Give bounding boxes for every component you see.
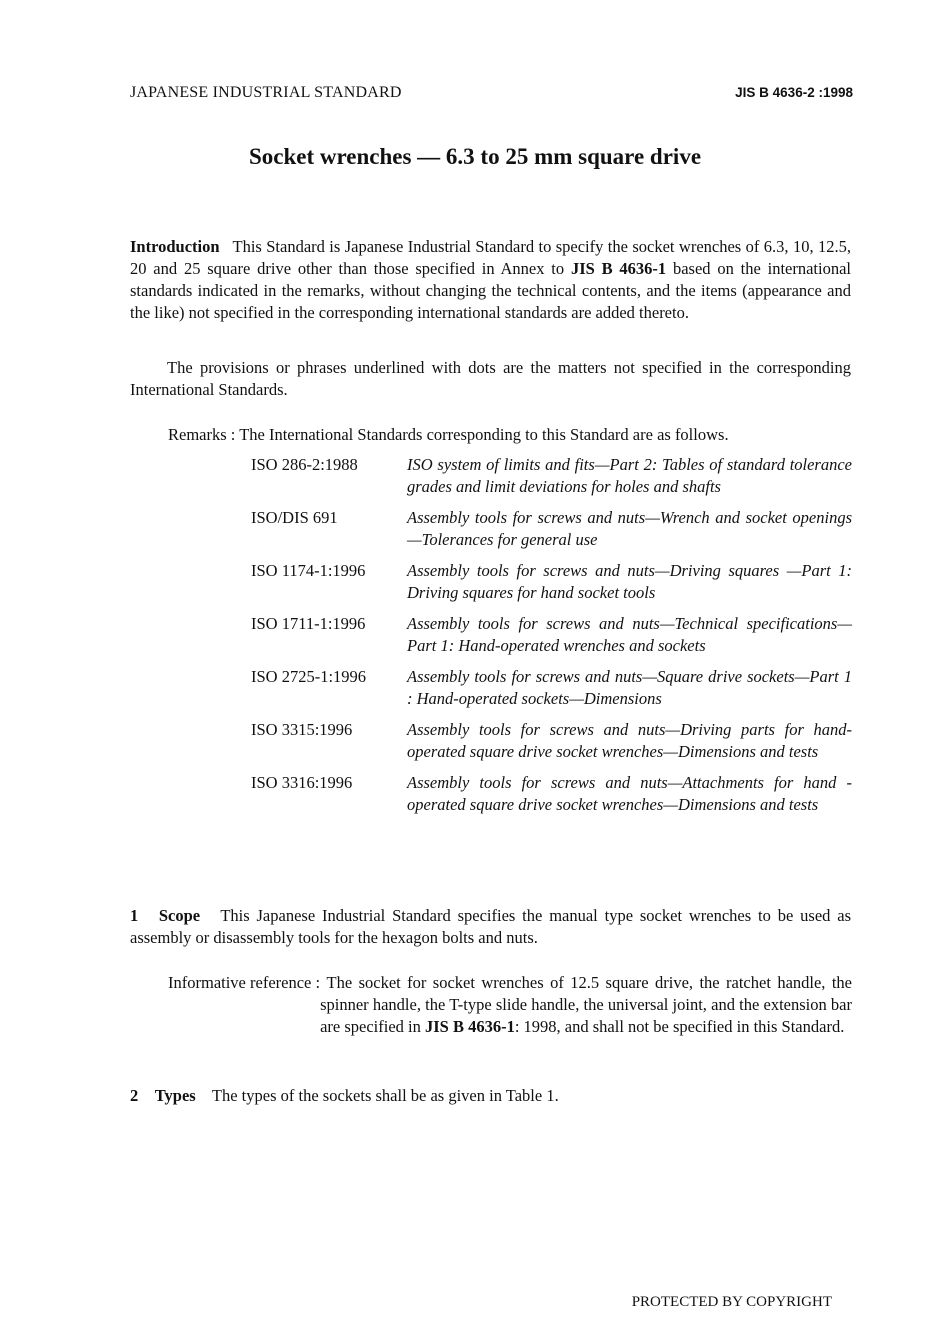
iso-standard-title: Assembly tools for screws and nuts—Driving parts for hand-operated square drive socket wrenches—Dimensions and tests <box>407 720 852 761</box>
iso-standard-row <box>251 772 852 816</box>
iso-standard-title: Assembly tools for screws and nuts—Wrench and socket openings—Tolerances for general use <box>407 508 852 549</box>
scope-number: 1 <box>130 906 139 925</box>
iso-standard-row <box>251 560 852 604</box>
scope-heading: Scope <box>158 906 201 925</box>
iso-standard-code: ISO/DIS 691 <box>251 508 338 527</box>
iso-standard-title: Assembly tools for screws and nuts—Square drive sockets—Part 1 : Hand-operated sockets—Dimensions <box>407 667 852 708</box>
types-section <box>130 1085 559 1107</box>
provisions-paragraph: The provisions or phrases underlined with dots are the matters not specified in the corresponding International Standards. <box>130 358 851 399</box>
iso-standard-code: ISO 1174-1:1996 <box>251 561 366 580</box>
informative-reference-body: The socket for socket wrenches of 12.5 square drive, the ratchet handle, the spinner handle, the T-type slide handle, the universal joint, and the extension bar are specified in <box>320 973 853 1036</box>
informative-reference-text <box>320 972 852 1038</box>
informative-reference-body-continued: : 1998, and shall not be specified in this Standard. <box>514 1017 845 1036</box>
iso-standard-code: ISO 1711-1:1996 <box>251 614 366 633</box>
types-text: The types of the sockets shall be as given in Table 1. <box>211 1086 559 1105</box>
iso-standard-row <box>251 613 852 657</box>
iso-standard-row <box>251 719 852 763</box>
iso-standard-row <box>251 666 852 710</box>
remarks-label: Remarks : The International Standards corresponding to this Standard are as follows. <box>168 425 729 444</box>
iso-standard-title: ISO system of limits and fits—Part 2: Tables of standard tolerance grades and limit deviations for holes and shafts <box>407 455 852 496</box>
iso-standard-title: Assembly tools for screws and nuts—Technical specifications—Part 1: Hand-operated wrenches and sockets <box>407 614 852 655</box>
introduction-text: This Standard is Japanese Industrial Standard to specify the socket wrenches of 6.3, 10, 12.5, 20 and 25 square drive other than those specified in Annex to <box>130 237 851 278</box>
header-standard-name: JAPANESE INDUSTRIAL STANDARD <box>130 84 402 101</box>
header-standard-number: JIS B 4636-2 :1998 <box>735 85 853 100</box>
types-number: 2 <box>130 1086 139 1105</box>
iso-standard-code: ISO 3316:1996 <box>251 773 353 792</box>
informative-reference <box>168 972 852 1038</box>
introduction-text-continued: based on the international standards indicated in the remarks, without changing the technical contents, and the items (appearance and the like) not specified in the corresponding international standards are added thereto. <box>130 259 852 322</box>
scope-section <box>130 905 851 949</box>
iso-standard-code: ISO 3315:1996 <box>251 720 353 739</box>
iso-standard-code: ISO 2725-1:1996 <box>251 667 367 686</box>
informative-reference-label: Informative reference : <box>168 973 321 992</box>
introduction-paragraph <box>130 236 851 324</box>
copyright-footer: PROTECTED BY COPYRIGHT <box>631 1294 832 1310</box>
scope-text: This Japanese Industrial Standard specifies the manual type socket wrenches to be used as assembly or disassembly tools for the hexagon bolts and nuts. <box>130 906 851 947</box>
iso-standard-row <box>251 454 852 498</box>
informative-reference-ref: JIS B 4636-1 <box>424 1017 515 1036</box>
introduction-heading: Introduction <box>130 237 220 256</box>
types-heading: Types <box>154 1086 196 1105</box>
introduction-reference: JIS B 4636-1 <box>570 259 667 278</box>
iso-standard-code: ISO 286-2:1988 <box>251 455 358 474</box>
iso-standards-list <box>251 454 852 825</box>
iso-standard-title: Assembly tools for screws and nuts—Driving squares —Part 1: Driving squares for hand socket tools <box>407 561 852 602</box>
iso-standard-title: Assembly tools for screws and nuts—Attachments for hand -operated square drive socket wrenches—Dimensions and tests <box>407 773 852 814</box>
iso-standard-row <box>251 507 852 551</box>
document-title: Socket wrenches — 6.3 to 25 mm square drive <box>248 144 702 169</box>
